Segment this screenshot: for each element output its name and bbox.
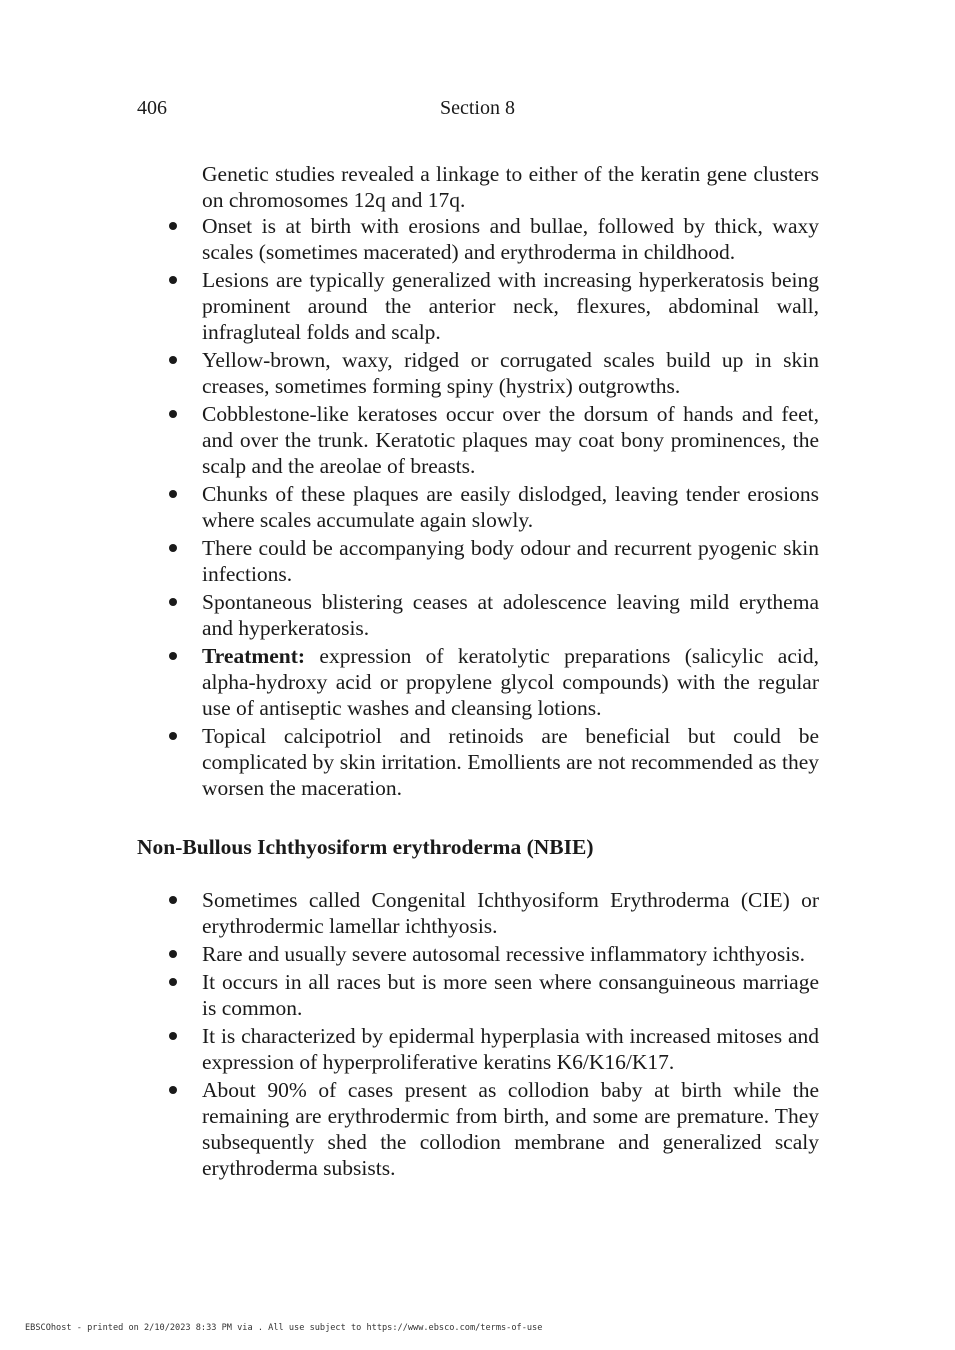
bullet-icon	[169, 544, 177, 552]
bullet-icon	[169, 652, 177, 660]
list-item-text: About 90% of cases present as collodion baby at birth while the remaining are erythrodermic from birth, and some are premature. They subsequently shed the collodion membrane and generalized scaly erythroderma subsists.	[202, 1078, 819, 1180]
section-heading: Non-Bullous Ichthyosiform erythroderma (NBIE)	[137, 835, 594, 859]
list-item-text: Lesions are typically generalized with increasing hyperkeratosis being prominent around the anterior neck, flexures, abdominal wall, infragluteal folds and scalp.	[202, 268, 819, 344]
page-number: 406	[137, 97, 167, 119]
bullet-icon	[169, 978, 177, 986]
treatment-label: Treatment:	[202, 644, 306, 668]
running-head: Section 8	[440, 97, 515, 119]
list-item-text: expression of keratolytic preparations (salicylic acid, alpha-hydroxy acid or propylene glycol compounds) with the regular use of antiseptic washes and cleansing lotions.	[202, 644, 819, 720]
list-item	[137, 589, 819, 641]
list-item-treatment	[137, 643, 819, 721]
list-item	[137, 887, 819, 939]
bullet-icon	[169, 356, 177, 364]
list-item-text: It occurs in all races but is more seen where consanguineous marriage is common.	[202, 970, 819, 1020]
list-item-text: Rare and usually severe autosomal recessive inflammatory ichthyosis.	[202, 942, 806, 966]
bullet-icon	[169, 732, 177, 740]
list-item	[137, 401, 819, 479]
list-item-text: Spontaneous blistering ceases at adolescence leaving mild erythema and hyperkeratosis.	[202, 590, 819, 640]
list-item	[137, 267, 819, 345]
list-item-text: Yellow-brown, waxy, ridged or corrugated scales build up in skin creases, sometimes forming spiny (hystrix) outgrowths.	[202, 348, 819, 398]
list-item	[137, 969, 819, 1021]
list-item	[137, 941, 819, 967]
bullet-list-2	[137, 887, 819, 1181]
list-item-text: Chunks of these plaques are easily dislodged, leaving tender erosions where scales accumulate again slowly.	[202, 482, 819, 532]
list-item	[137, 347, 819, 399]
bullet-icon	[169, 950, 177, 958]
bullet-icon	[169, 222, 177, 230]
page-content	[137, 161, 819, 1183]
list-item-text: Topical calcipotriol and retinoids are beneficial but could be complicated by skin irritation. Emollients are not recommended as they worsen the maceration.	[202, 724, 819, 800]
list-item-text: There could be accompanying body odour and recurrent pyogenic skin infections.	[202, 536, 819, 586]
continued-paragraph: Genetic studies revealed a linkage to either of the keratin gene clusters on chromosomes 12q and 17q.	[202, 162, 819, 212]
bullet-icon	[169, 598, 177, 606]
bullet-icon	[169, 490, 177, 498]
bullet-icon	[169, 1086, 177, 1094]
bullet-icon	[169, 410, 177, 418]
ebsco-footer: EBSCOhost - printed on 2/10/2023 8:33 PM via . All use subject to https://www.ebsco.com/terms-of-use	[25, 1323, 543, 1333]
list-item-text: Cobblestone-like keratoses occur over the dorsum of hands and feet, and over the trunk. Keratotic plaques may coat bony prominences, the scalp and the areolae of breasts.	[202, 402, 819, 478]
list-item	[137, 535, 819, 587]
bullet-icon	[169, 896, 177, 904]
bullet-list-1	[137, 213, 819, 801]
list-item-text: Sometimes called Congenital Ichthyosiform Erythroderma (CIE) or erythrodermic lamellar ichthyosis.	[202, 888, 819, 938]
list-item-text: Onset is at birth with erosions and bullae, followed by thick, waxy scales (sometimes macerated) and erythroderma in childhood.	[202, 214, 819, 264]
bullet-icon	[169, 1032, 177, 1040]
list-item	[137, 481, 819, 533]
list-item	[137, 723, 819, 801]
bullet-icon	[169, 276, 177, 284]
list-item	[137, 213, 819, 265]
list-item-text: It is characterized by epidermal hyperplasia with increased mitoses and expression of hyperproliferative keratins K6/K16/K17.	[202, 1024, 819, 1074]
list-item	[137, 1077, 819, 1181]
list-item	[137, 1023, 819, 1075]
